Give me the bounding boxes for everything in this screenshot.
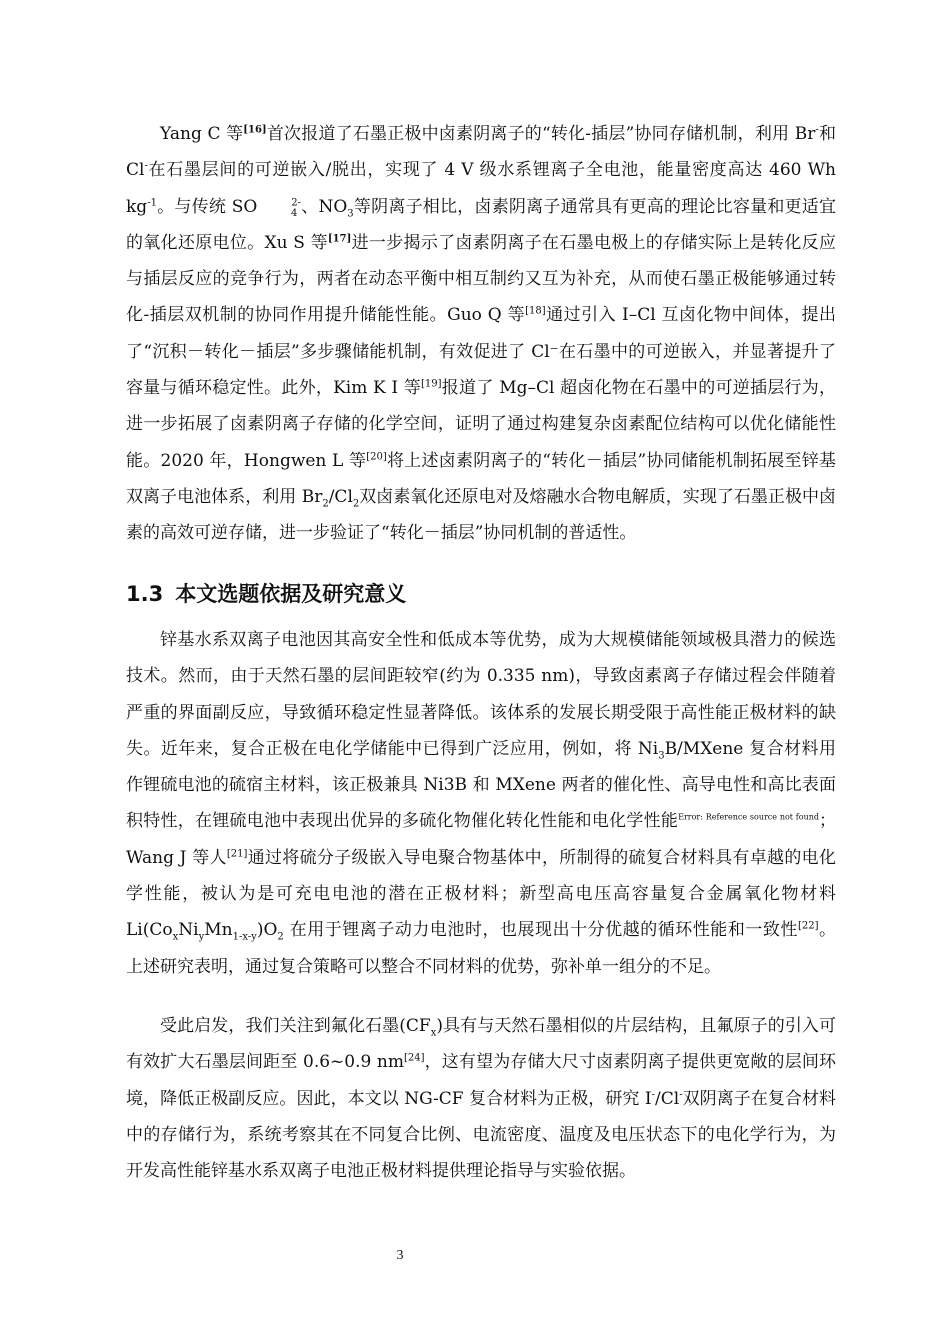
subscript-4: 4	[291, 207, 298, 219]
reference-error: Error: Reference source not found	[678, 812, 819, 822]
text-run: 将上述卤素阴离子的“转化－插层”协同储能机制拓展至锌基双离子电池体系，利用 Br	[126, 450, 836, 507]
text-run: 等阴离子相比，卤素阴离子通常具有更高的理论比容量和更适宜的氧化还原电位。Xu S 等	[126, 196, 836, 253]
subscript-2: 2	[352, 498, 360, 510]
sulfate-charge	[257, 189, 301, 225]
text-run: 。与传统 SO	[156, 196, 258, 217]
page-number: 3	[396, 1248, 404, 1263]
text-run: 和 Cl	[126, 124, 837, 181]
section-heading	[126, 578, 406, 608]
text-run: /Cl	[655, 1088, 680, 1109]
text-run: 报道了 Mg–Cl 超卤化物在石墨中的可逆插层行为，进一步拓展了卤素阴离子存储的化学空间，证明了通过构建复杂卤素配位结构可以优化储能性能。2020 年，Hongwen L 等	[126, 378, 836, 471]
text-run: 受此启发，我们关注到氟化石墨(CF	[160, 1016, 431, 1036]
text-run: )具有与天然石墨相似的片层结构，且氟原子的引入可有效扩大石墨层间距至 0.6~0.9 nm	[126, 1016, 836, 1073]
text-run: Ni	[178, 920, 199, 941]
text-run: ；Wang J 等人	[126, 811, 836, 868]
citation-19: [19]	[421, 378, 442, 390]
citation-18: [18]	[525, 305, 546, 317]
text-run: 。上述研究表明，通过复合策略可以整合不同材料的优势，弥补单一组分的不足。	[126, 920, 837, 977]
text-run: 双卤素氧化还原电对及熔融水合物电解质，实现了石墨正极中卤素的高效可逆存储，进一步验证了“转化－插层”协同机制的普适性。	[126, 486, 837, 544]
text-run: B/MXene 复合材料用作锂硫电池的硫宿主材料，该正极兼具 Ni3B 和 MXene 两者的催化性、高导电性和高比表面积特性，在锂硫电池中表现出优异的多硫化物催化转化性能和电化学性能	[126, 738, 837, 832]
section-title: 本文选题依据及研究意义	[175, 582, 407, 606]
citation-17: [17]	[327, 233, 352, 245]
superscript-minus: -	[679, 1088, 683, 1100]
subscript-2: 2	[322, 498, 329, 510]
text-run: 通过将硫分子级嵌入导电聚合物基体中，所制得的硫复合材料具有卓越的电化学性能，被认为是可充电电池的潜在正极材料；新型高电压高容量复合金属氧化物材料 Li(Co	[126, 847, 836, 941]
citation-16: [16]	[243, 124, 267, 136]
superscript-minus: -	[144, 160, 148, 172]
citation-21: [21]	[226, 848, 248, 860]
subscript-x: x	[430, 1027, 437, 1039]
text-run: ，这有望为存储大尺寸卤素阴离子提供更宽敞的层间环境，降低正极副反应。因此，本文以 NG-CF 复合材料为正极，研究 I	[126, 1052, 836, 1109]
text-run: 通过引入 I–Cl 互卤化物中间体，提出了“沉积－转化－插层”多步骤储能机制，有效促进了 Cl⁻在石墨中的可逆嵌入，并显著提升了容量与循环稳定性。此外，Kim K I 等	[126, 305, 836, 399]
subscript-y: y	[198, 931, 205, 943]
text-run: Yang C 等	[160, 124, 244, 144]
text-run: 首次报道了石墨正极中卤素阴离子的“转化-插层”协同存储机制，利用 Br	[266, 124, 816, 144]
citation-24: [24]	[403, 1052, 425, 1064]
text-run: 在用于锂离子动力电池时，也展现出十分优越的循环性能和一致性	[283, 920, 798, 941]
subscript-3: 3	[347, 207, 354, 219]
text-run: Mn	[204, 920, 233, 941]
text-run: )O	[256, 920, 278, 941]
superscript-2minus: 2-	[291, 196, 302, 208]
subscript-x: x	[172, 931, 179, 943]
paragraph-research-basis	[126, 622, 836, 985]
subscript-1xy: 1-x-y	[232, 931, 257, 943]
superscript-minus: -	[815, 124, 819, 136]
superscript-minus: -	[651, 1088, 656, 1100]
superscript-neg1: -1	[147, 196, 157, 208]
citation-22: [22]	[797, 920, 819, 932]
text-run: 进一步揭示了卤素阴离子在石墨电极上的存储实际上是转化反应与插层反应的竞争行为，两者在动态平衡中相互制约又互为补充，从而使石墨正极能够通过转化-插层双机制的协同作用提升储能性能。Guo Q 等	[126, 232, 836, 326]
paragraph-halogen-mechanisms	[126, 116, 836, 552]
subscript-2: 2	[277, 931, 284, 943]
text-run: 在石墨层间的可逆嵌入/脱出，实现了 4 V 级水系锂离子全电池，能量密度高达 460 Wh kg	[126, 160, 836, 217]
text-run: 锌基水系双离子电池因其高安全性和低成本等优势，成为大规模储能领域极具潜力的候选技术。然而，由于天然石墨的层间距较窄(约为 0.335 nm)，导致卤素离子存储过程会伴随着严重的界面副反应，导致循环稳定性显著降低。该体系的发展长期受限于高性能正极材料的缺失。近年来，复合正极在电化学储能中已得到广泛应用，例如，将 Ni	[126, 630, 836, 759]
subscript-3: 3	[658, 750, 665, 762]
text-run: 、NO	[301, 196, 348, 217]
citation-20: [20]	[366, 451, 387, 463]
text-run: 双阴离子在复合材料中的存储行为，系统考察其在不同复合比例、电流密度、温度及电压状态下的电化学行为，为开发高性能锌基水系双离子电池正极材料提供理论指导与实验依据。	[126, 1088, 837, 1182]
text-run: /Cl	[328, 486, 353, 507]
section-number: 1.3	[126, 582, 164, 606]
paragraph-fluorinated-graphite	[126, 1008, 836, 1189]
